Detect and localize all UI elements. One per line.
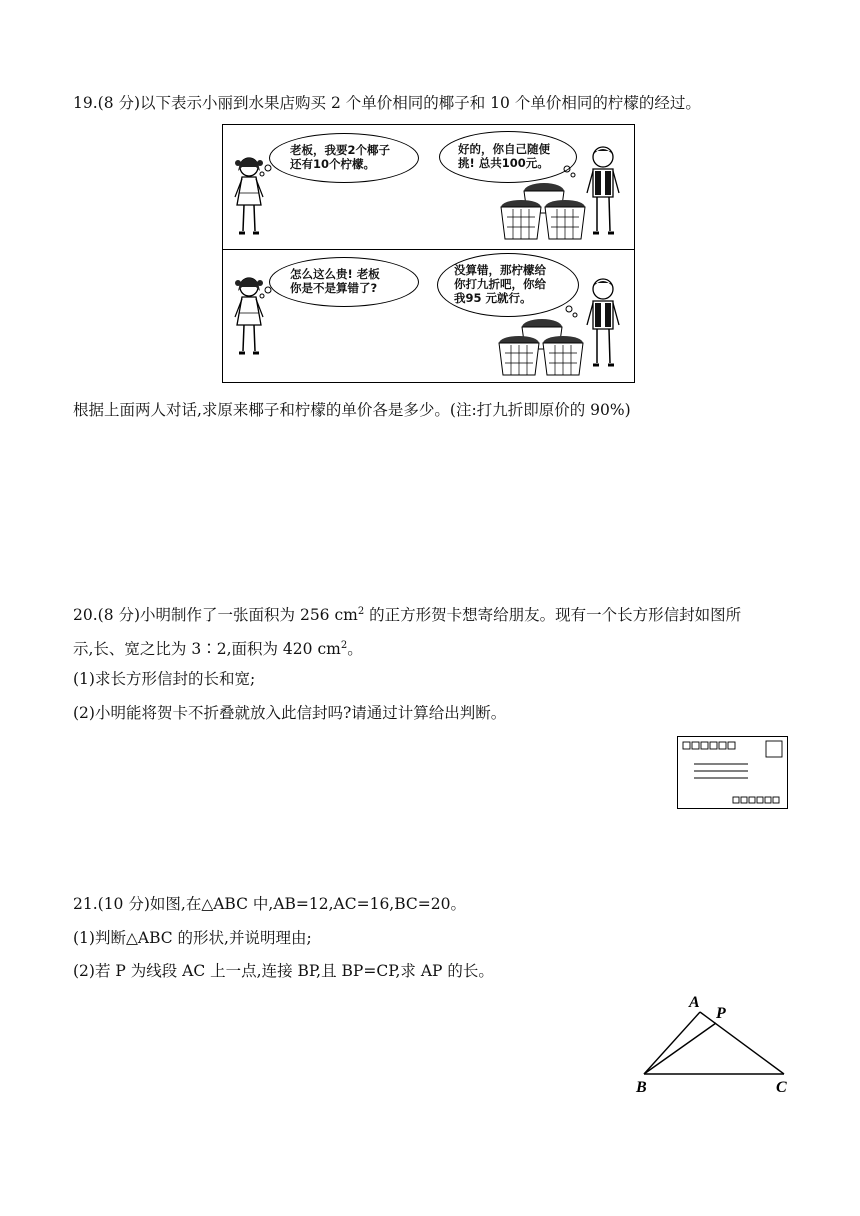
q21-part-1: (1)判断△ABC 的形状,并说明理由; <box>73 929 312 947</box>
triangle-diagram <box>630 990 795 1100</box>
speech-bubble-boy-2: 没算错，那柠檬给 你打九折吧，你给 我95 元就行。 <box>437 253 579 317</box>
q20-line-1: 20.(8 分)小明制作了一张面积为 256 $cm^2$ 的正方形贺卡想寄给朋友。现有一个长方形信封如图所 <box>73 606 742 625</box>
side-ac <box>700 1012 784 1074</box>
q21-part-2: (2)若 P 为线段 AC 上一点,连接 BP,且 BP=CP,求 AP 的长。 <box>73 962 494 980</box>
q20-part-2: (2)小明能将贺卡不折叠就放入此信封吗?请通过计算给出判断。 <box>73 704 507 722</box>
q19-question: 根据上面两人对话,求原来椰子和柠檬的单价各是多少。(注:打九折即原价的 90%) <box>73 401 631 419</box>
side-ab <box>644 1012 700 1074</box>
comic-divider <box>223 249 634 250</box>
q21-line-1: 21.(10 分)如图,在△ABC 中,AB=12,AC=16,BC=20。 <box>73 895 466 913</box>
boy-figure-icon <box>583 275 623 375</box>
comic-illustration <box>222 124 635 383</box>
boy-figure-icon <box>583 143 623 243</box>
speech-bubble-girl-2: 怎么这么贵! 老板 你是不是算错了? <box>269 257 419 307</box>
speech-bubble-boy-1: 好的，你自己随便 挑! 总共100元。 <box>439 131 577 183</box>
point-label-p: P <box>716 1005 726 1022</box>
thought-dots-icon <box>259 163 273 177</box>
q20-part-1: (1)求长方形信封的长和宽; <box>73 670 256 688</box>
vertex-label-c: C <box>776 1079 787 1096</box>
speech-bubble-girl-1: 老板，我要2个椰子 还有10个柠檬。 <box>269 133 419 183</box>
envelope-figure <box>677 736 788 809</box>
q19-intro: 19.(8 分)以下表示小丽到水果店购买 2 个单价相同的椰子和 10 个单价相同的柠檬的经过。 <box>73 94 701 112</box>
q20-line-2: 示,长、宽之比为 3∶2,面积为 420 $cm^2$。 <box>73 640 363 659</box>
segment-bp <box>644 1023 716 1074</box>
fruit-baskets-icon <box>499 173 589 243</box>
vertex-label-b: B <box>636 1079 647 1096</box>
envelope-icon <box>677 736 788 809</box>
vertex-label-a: A <box>689 994 700 1011</box>
fruit-baskets-icon <box>497 309 587 379</box>
